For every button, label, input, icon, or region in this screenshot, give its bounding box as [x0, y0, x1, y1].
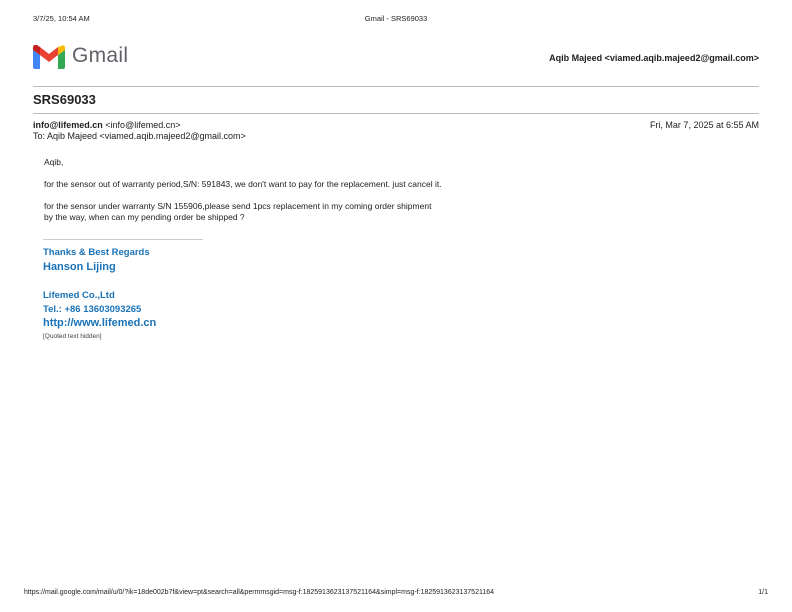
gmail-wordmark: Gmail — [72, 44, 129, 67]
email-date: Fri, Mar 7, 2025 at 6:55 AM — [649, 120, 759, 130]
quoted-text-toggle[interactable]: [Quoted text hidden] — [43, 333, 102, 340]
print-datetime: 3/7/25, 10:54 AM — [33, 14, 90, 23]
signature-name: Hanson Lijing — [43, 261, 116, 273]
print-footer-url: https://mail.google.com/mail/u/0/?ik=18de002b7f&view=pt&search=all&permmsgid=msg-f:1825913623137521164&simpl=msg-f:1825913623137521164 — [24, 589, 495, 596]
signature-tel: Tel.: +86 13603093265 — [43, 304, 142, 315]
sender-name: info@lifemed.cn — [33, 120, 103, 130]
sender-address: <info@lifemed.cn> — [105, 120, 181, 130]
body-greeting: Aqib, — [44, 157, 64, 167]
subject-divider — [33, 113, 759, 114]
signature-website-link[interactable]: http://www.lifemed.cn — [43, 317, 157, 329]
signature-regards: Thanks & Best Regards — [43, 247, 150, 258]
print-footer-page: 1/1 — [758, 589, 768, 596]
signature-divider — [43, 239, 203, 240]
body-line-2: for the sensor under warranty S/N 155906,please send 1pcs replacement in my coming order shipment — [44, 201, 432, 211]
recipient-line: To: Aqib Majeed <viamed.aqib.majeed2@gmail.com> — [33, 131, 246, 141]
email-subject: SRS69033 — [33, 92, 96, 107]
account-label: Aqib Majeed <viamed.aqib.majeed2@gmail.com> — [549, 53, 759, 63]
signature-company: Lifemed Co.,Ltd — [43, 290, 115, 301]
body-line-3: by the way, when can my pending order be shipped ? — [44, 212, 245, 222]
print-page-title: Gmail - SRS69033 — [364, 14, 428, 23]
header-divider — [33, 86, 759, 87]
sender-line — [33, 120, 180, 130]
body-line-1: for the sensor out of warranty period,S/N: 591843, we don't want to pay for the replacement. just cancel it. — [44, 179, 442, 189]
gmail-logo-icon — [33, 45, 65, 69]
